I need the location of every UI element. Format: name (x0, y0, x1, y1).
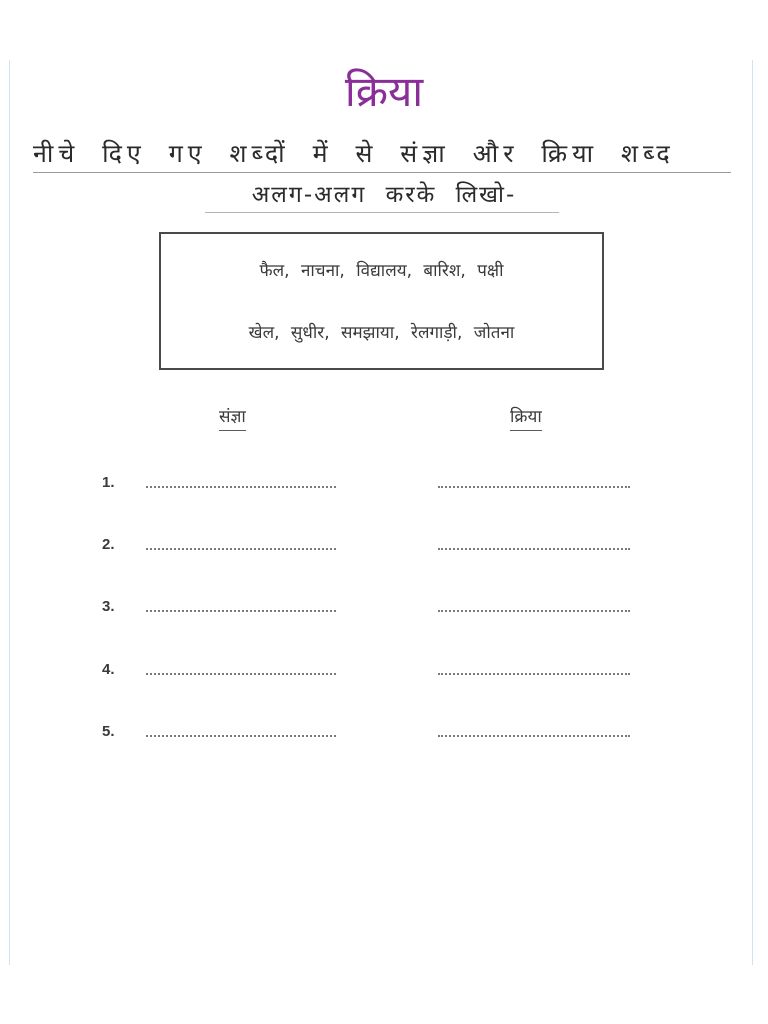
row-number: 2. (102, 536, 115, 553)
verb-answer-blank[interactable] (438, 548, 630, 550)
answer-row-1 (0, 471, 768, 495)
verb-answer-blank[interactable] (438, 486, 630, 488)
verb-answer-blank[interactable] (438, 735, 630, 737)
instruction-underline-1 (33, 172, 731, 173)
instruction-line-2: अलग-अलग करके लिखो- (251, 182, 517, 208)
noun-answer-blank[interactable] (146, 548, 336, 550)
noun-answer-blank[interactable] (146, 610, 336, 612)
answer-row-2 (0, 533, 768, 557)
row-number: 3. (102, 598, 115, 615)
verb-answer-blank[interactable] (438, 673, 630, 675)
instruction-line-1: नीचे दिए गए शब्दों में से संज्ञा और क्रिया शब्द (33, 139, 675, 168)
noun-answer-blank[interactable] (146, 486, 336, 488)
word-bank-line-1: फैल, नाचना, विद्यालय, बारिश, पक्षी (259, 261, 504, 281)
row-number: 1. (102, 474, 115, 491)
answer-row-4 (0, 658, 768, 682)
answer-row-5 (0, 720, 768, 744)
row-number: 5. (102, 723, 115, 740)
row-number: 4. (102, 661, 115, 678)
word-bank-box (159, 232, 604, 370)
instruction-underline-2 (205, 212, 559, 213)
noun-answer-blank[interactable] (146, 735, 336, 737)
noun-answer-blank[interactable] (146, 673, 336, 675)
verb-column-heading: क्रिया (510, 405, 542, 431)
noun-column-heading: संज्ञा (219, 405, 246, 431)
word-bank-line-2: खेल, सुधीर, समझाया, रेलगाड़ी, जोतना (248, 323, 515, 343)
page-title: क्रिया (344, 67, 424, 116)
answer-row-3 (0, 595, 768, 619)
verb-answer-blank[interactable] (438, 610, 630, 612)
